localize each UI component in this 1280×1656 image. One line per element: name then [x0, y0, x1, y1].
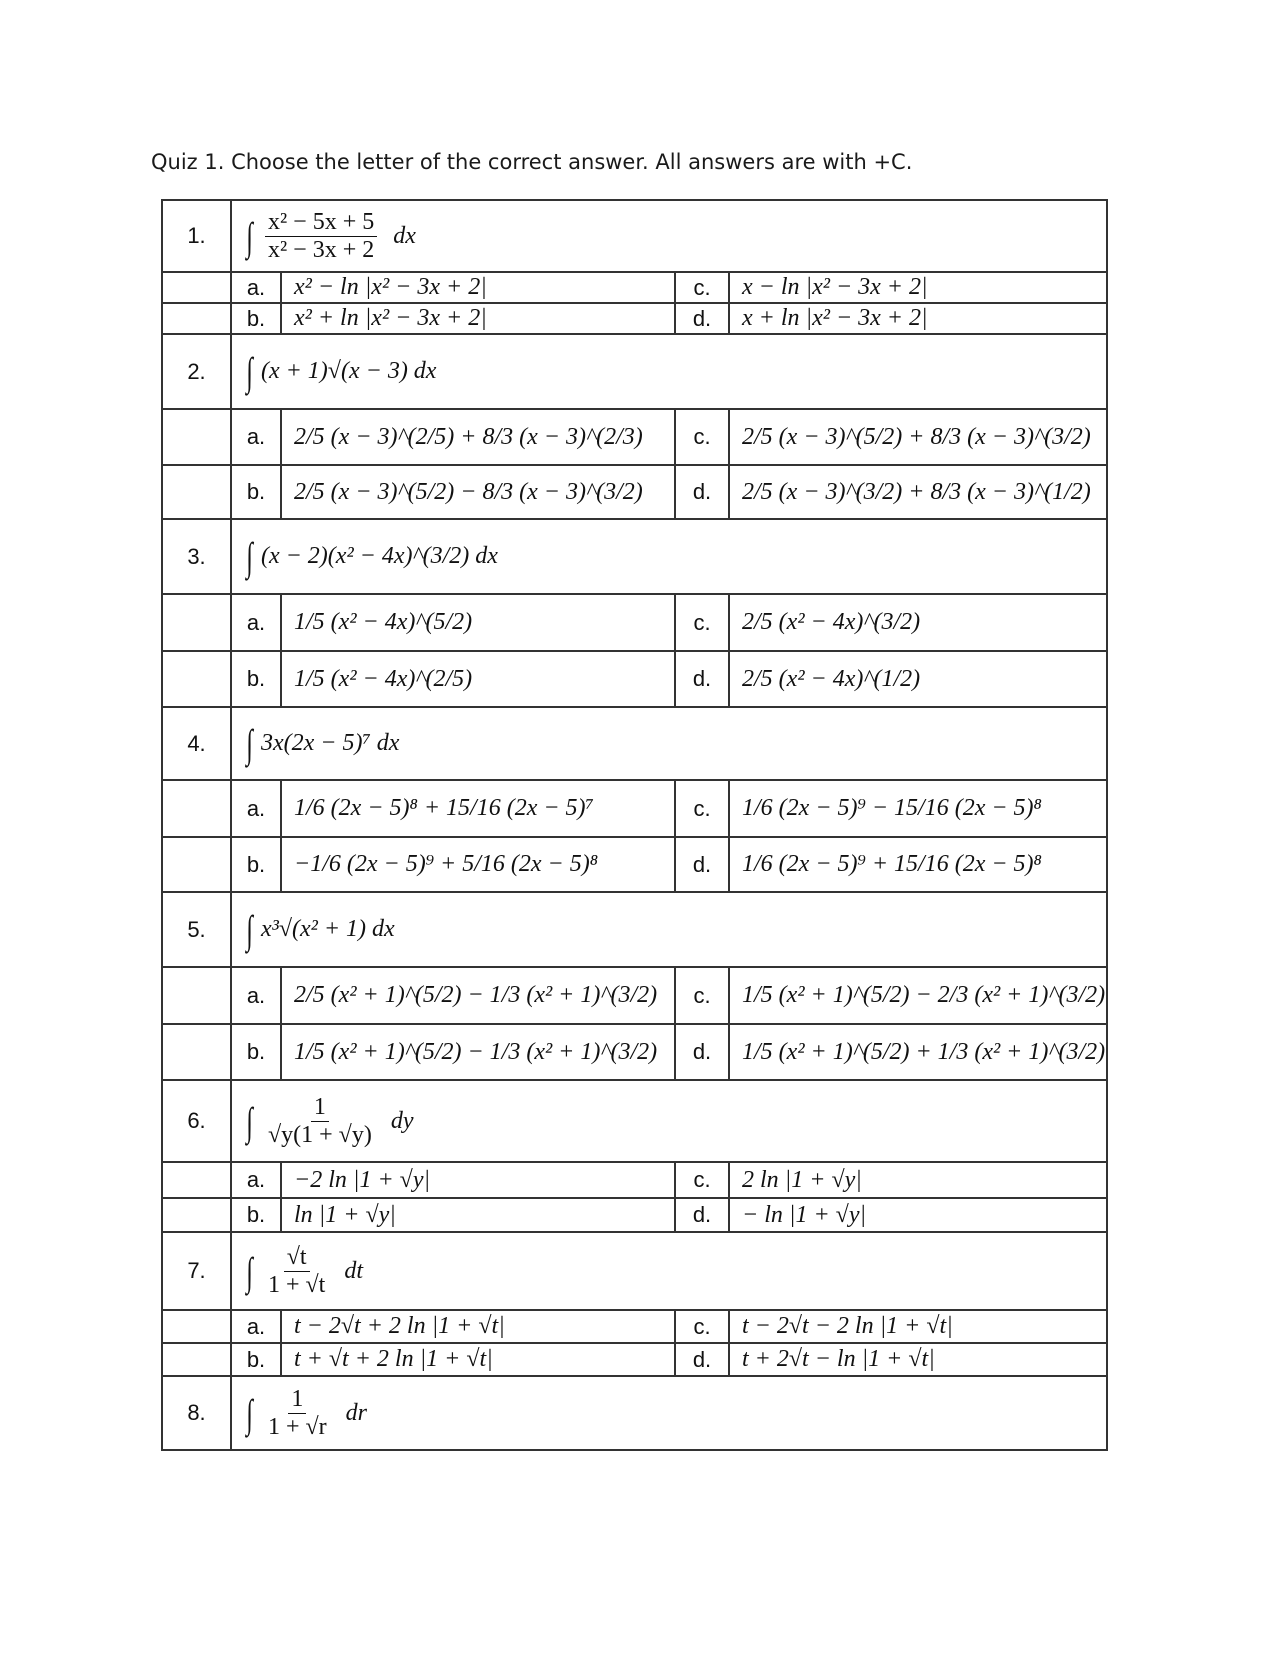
option-letter-d: d. [676, 1025, 730, 1079]
option-letter-c: c. [676, 1163, 730, 1197]
option-letter-d: d. [676, 838, 730, 891]
option-letter-b: b. [232, 304, 282, 333]
option-letter-b: b. [232, 466, 282, 518]
integrand: (x − 2)(x² − 4x)^(3/2) dx [260, 543, 498, 569]
option-c[interactable]: 1/5 (x² + 1)^(5/2) − 2/3 (x² + 1)^(3/2) [742, 982, 1106, 1008]
option-letter-b: b. [232, 1344, 282, 1375]
question-number: 1. [163, 201, 232, 271]
integrand: x³√(x² + 1) dx [260, 916, 395, 942]
integrand: (x + 1)√(x − 3) dx [260, 358, 437, 384]
option-b[interactable]: x² + ln |x² − 3x + 2| [282, 304, 676, 333]
question-number: 8. [163, 1377, 232, 1449]
question-5 [163, 891, 1106, 1079]
option-letter-a: a. [232, 1163, 282, 1197]
option-a[interactable]: −2 ln |1 + √y| [282, 1163, 676, 1197]
differential: dr [345, 1399, 368, 1426]
option-letter-b: b. [232, 838, 282, 891]
option-letter-d: d. [676, 1344, 730, 1375]
integrand-denominator: 1 + √r [267, 1413, 327, 1440]
integrand-numerator: 1 [311, 1094, 329, 1122]
option-letter-c: c. [676, 273, 730, 302]
question-7 [163, 1231, 1106, 1375]
integrand: 3x(2x − 5)⁷ dx [260, 730, 400, 756]
option-d[interactable]: 2/5 (x − 3)^(3/2) + 8/3 (x − 3)^(1/2) [742, 478, 1091, 505]
option-c[interactable]: x − ln |x² − 3x + 2| [742, 274, 928, 300]
option-b[interactable]: −1/6 (2x − 5)⁹ + 5/16 (2x − 5)⁸ [282, 838, 676, 891]
option-c[interactable]: 2 ln |1 + √y| [742, 1166, 862, 1193]
option-b[interactable]: 1/5 (x² − 4x)^(2/5) [282, 652, 676, 706]
integrand-denominator: √y(1 + √y) [267, 1121, 372, 1148]
integral-sign-icon: ∫ [246, 1390, 253, 1436]
differential: dx [393, 222, 416, 249]
question-1 [163, 201, 1106, 333]
integral-sign-icon: ∫ [246, 721, 253, 766]
option-letter-c: c. [676, 968, 730, 1023]
question-integral [232, 1377, 1106, 1449]
integral-sign-icon: ∫ [246, 1098, 253, 1144]
option-c[interactable]: t − 2√t − 2 ln |1 + √t| [742, 1313, 953, 1339]
option-b[interactable]: t + √t + 2 ln |1 + √t| [282, 1344, 676, 1375]
option-letter-a: a. [232, 273, 282, 302]
option-d[interactable]: t + 2√t − ln |1 + √t| [742, 1346, 935, 1372]
question-integral [232, 520, 1106, 593]
question-integral [232, 335, 1106, 408]
question-number: 3. [163, 520, 232, 593]
integral-sign-icon: ∫ [246, 1248, 253, 1294]
integral-sign-icon: ∫ [246, 349, 253, 394]
question-number: 6. [163, 1081, 232, 1161]
question-number: 7. [163, 1233, 232, 1309]
question-3 [163, 518, 1106, 706]
differential: dy [390, 1107, 414, 1134]
quiz-title: Quiz 1. Choose the letter of the correct answer. All answers are with +C. [151, 150, 913, 174]
option-d[interactable]: x + ln |x² − 3x + 2| [742, 305, 928, 331]
option-letter-d: d. [676, 304, 730, 333]
integral-sign-icon: ∫ [246, 213, 253, 259]
integral-sign-icon: ∫ [246, 907, 253, 952]
integrand-denominator: 1 + √t [267, 1271, 326, 1298]
option-c[interactable]: 2/5 (x − 3)^(5/2) + 8/3 (x − 3)^(3/2) [742, 423, 1091, 450]
option-d[interactable]: − ln |1 + √y| [742, 1201, 867, 1228]
option-b[interactable]: 2/5 (x − 3)^(5/2) − 8/3 (x − 3)^(3/2) [282, 466, 676, 518]
option-letter-a: a. [232, 410, 282, 464]
integral-sign-icon: ∫ [246, 534, 253, 579]
option-c[interactable]: 1/6 (2x − 5)⁹ − 15/16 (2x − 5)⁸ [742, 795, 1042, 821]
option-d[interactable]: 2/5 (x² − 4x)^(1/2) [742, 665, 921, 692]
question-8 [163, 1375, 1106, 1449]
option-letter-c: c. [676, 410, 730, 464]
question-number: 4. [163, 708, 232, 779]
option-letter-a: a. [232, 1311, 282, 1342]
option-a[interactable]: t − 2√t + 2 ln |1 + √t| [282, 1311, 676, 1342]
option-b[interactable]: ln |1 + √y| [282, 1199, 676, 1231]
option-letter-b: b. [232, 1025, 282, 1079]
question-integral [232, 1081, 1106, 1161]
integrand-denominator: x² − 3x + 2 [267, 236, 375, 263]
option-letter-c: c. [676, 595, 730, 650]
question-number: 5. [163, 893, 232, 966]
question-6 [163, 1079, 1106, 1231]
option-letter-d: d. [676, 652, 730, 706]
option-a[interactable]: 1/6 (2x − 5)⁸ + 15/16 (2x − 5)⁷ [282, 781, 676, 836]
differential: dt [344, 1257, 364, 1284]
option-c[interactable]: 2/5 (x² − 4x)^(3/2) [742, 609, 921, 635]
option-letter-a: a. [232, 781, 282, 836]
option-a[interactable]: 2/5 (x − 3)^(2/5) + 8/3 (x − 3)^(2/3) [282, 410, 676, 464]
option-b[interactable]: 1/5 (x² + 1)^(5/2) − 1/3 (x² + 1)^(3/2) [282, 1025, 676, 1079]
option-letter-d: d. [676, 466, 730, 518]
option-a[interactable]: 2/5 (x² + 1)^(5/2) − 1/3 (x² + 1)^(3/2) [282, 968, 676, 1023]
option-letter-a: a. [232, 595, 282, 650]
option-a[interactable]: 1/5 (x² − 4x)^(5/2) [282, 595, 676, 650]
option-letter-d: d. [676, 1199, 730, 1231]
quiz-table [161, 199, 1108, 1451]
question-integral [232, 708, 1106, 779]
question-number: 2. [163, 335, 232, 408]
question-integral [232, 1233, 1106, 1309]
option-d[interactable]: 1/5 (x² + 1)^(5/2) + 1/3 (x² + 1)^(3/2) [742, 1038, 1106, 1065]
option-d[interactable]: 1/6 (2x − 5)⁹ + 15/16 (2x − 5)⁸ [742, 851, 1042, 877]
integrand-numerator: √t [284, 1244, 310, 1272]
integrand-numerator: x² − 5x + 5 [265, 209, 377, 237]
option-letter-a: a. [232, 968, 282, 1023]
question-4 [163, 706, 1106, 891]
integrand-numerator: 1 [288, 1386, 306, 1414]
option-letter-b: b. [232, 652, 282, 706]
option-letter-b: b. [232, 1199, 282, 1231]
question-2 [163, 333, 1106, 518]
question-integral [232, 893, 1106, 966]
option-letter-c: c. [676, 781, 730, 836]
question-integral [232, 201, 1106, 271]
option-a[interactable]: x² − ln |x² − 3x + 2| [282, 273, 676, 302]
option-letter-c: c. [676, 1311, 730, 1342]
